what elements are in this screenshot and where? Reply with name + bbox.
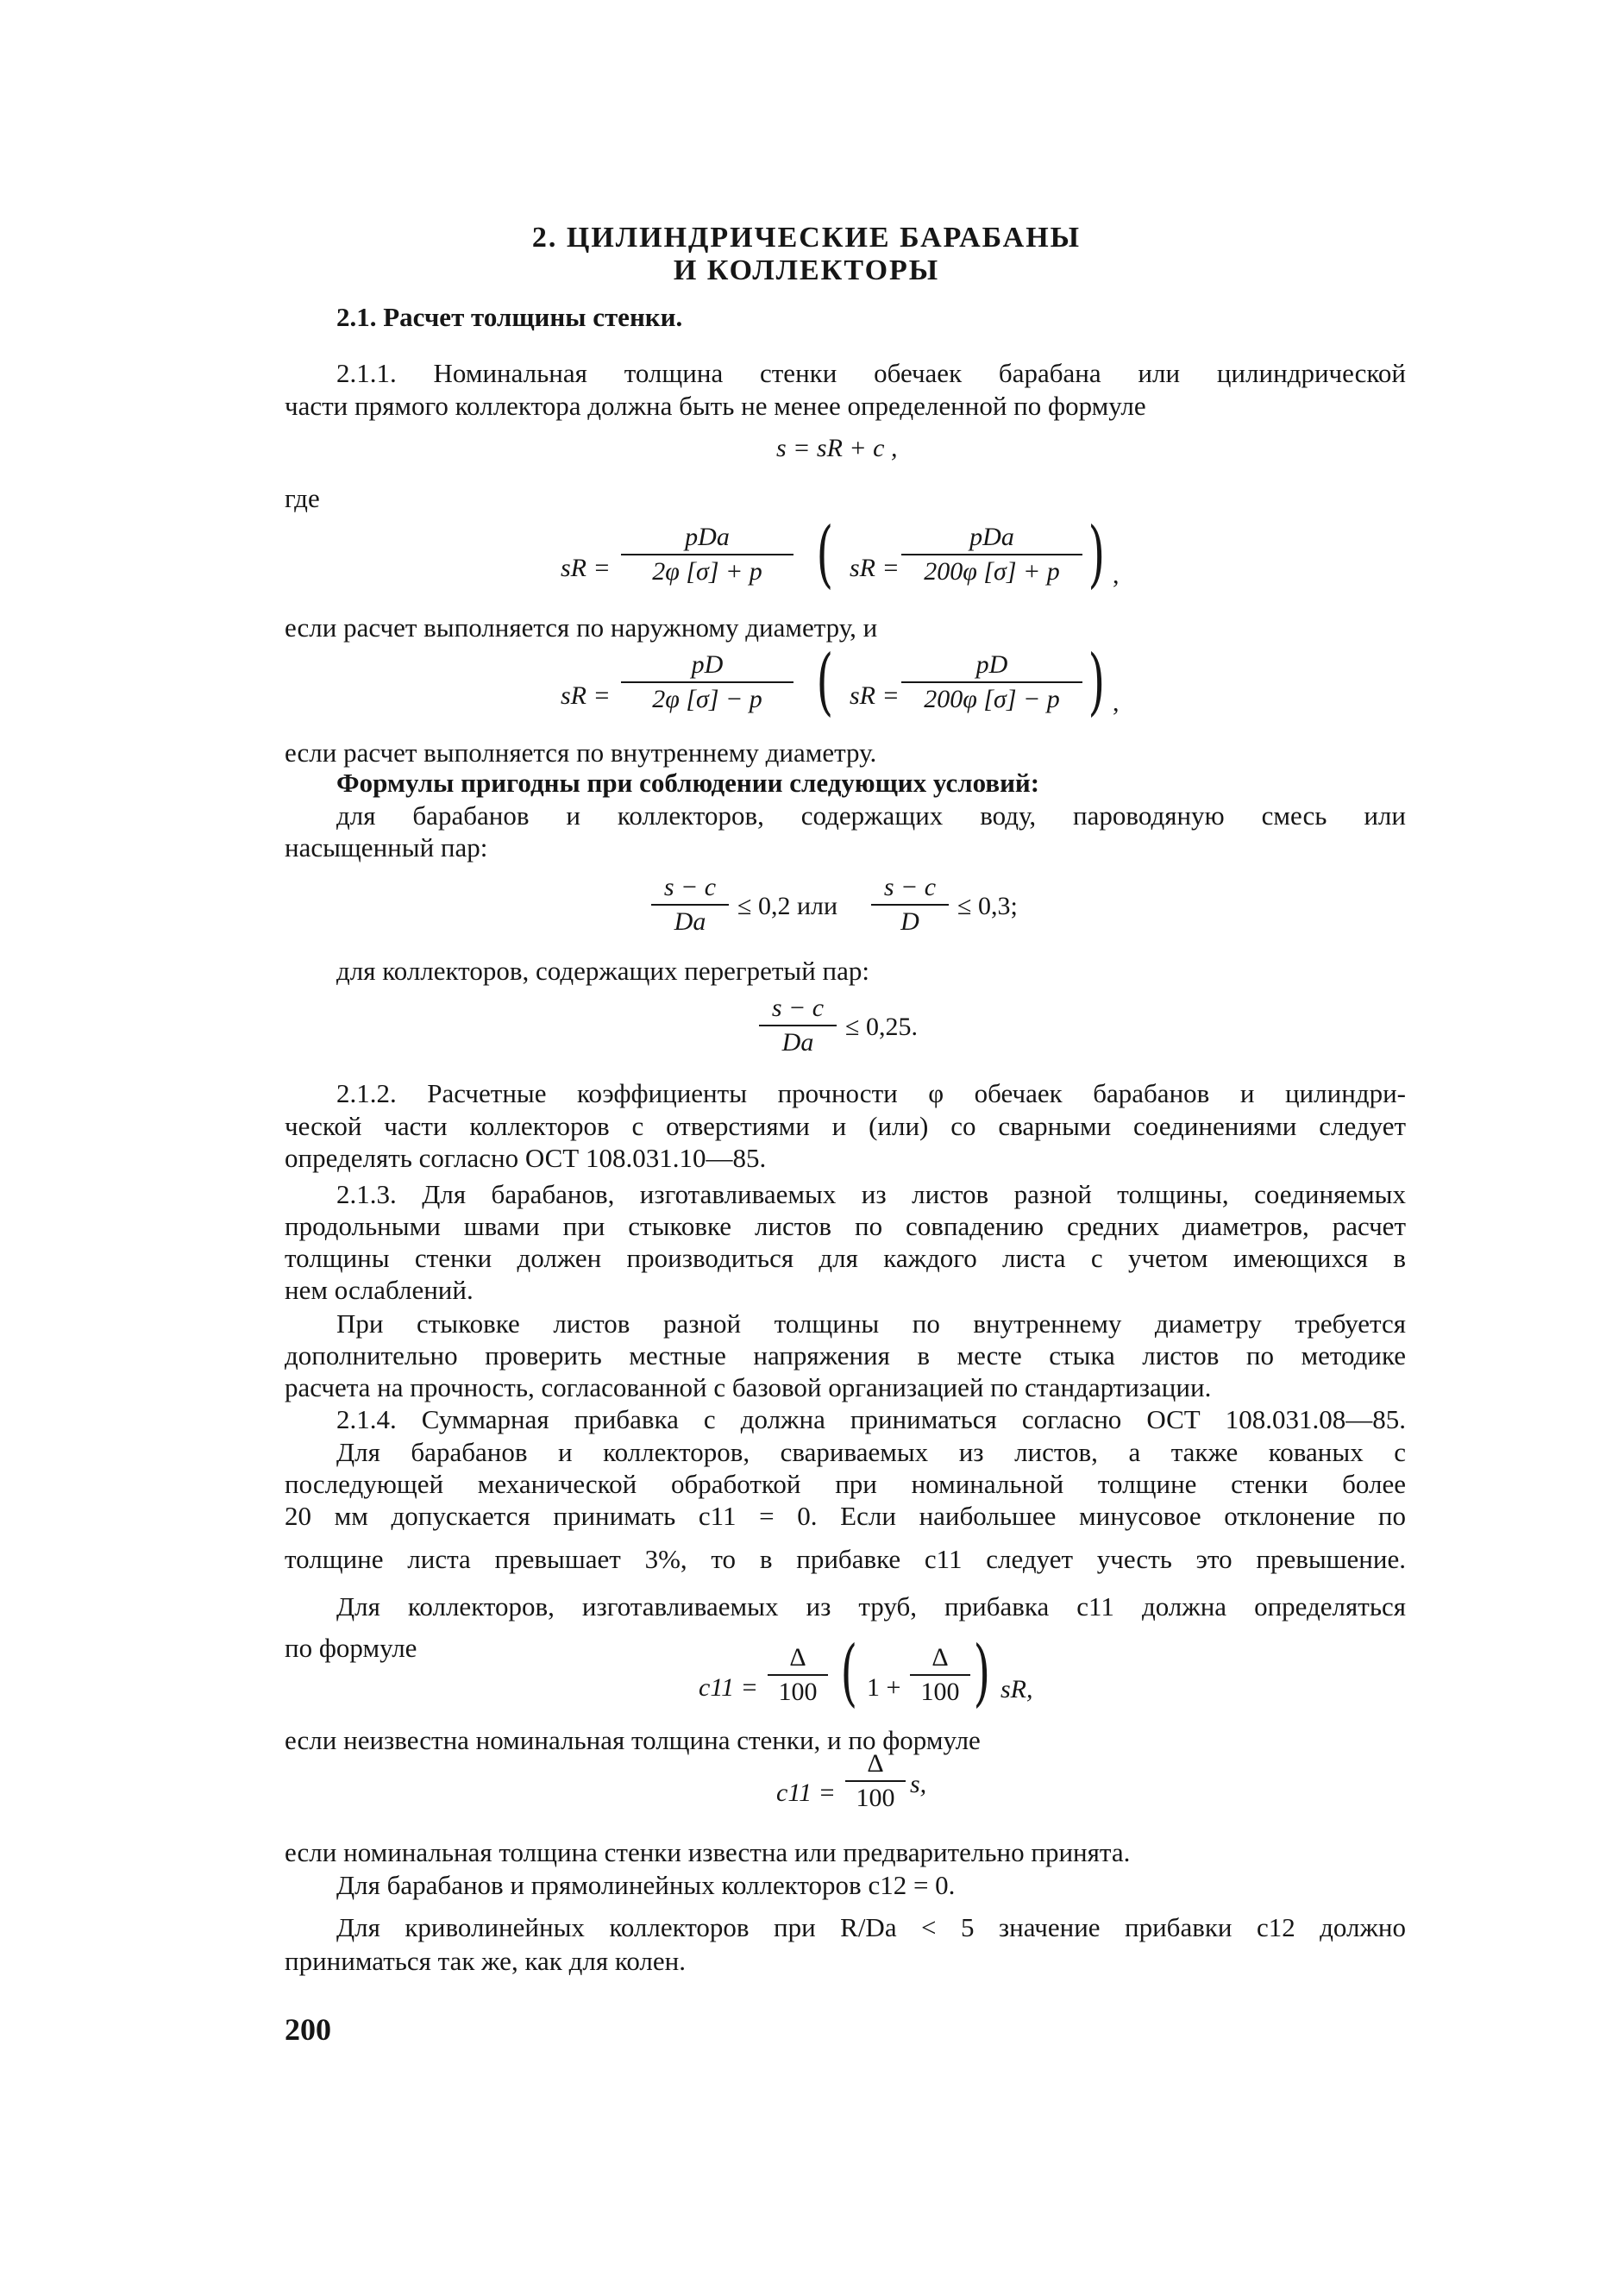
sr-inner-lhs: sR = bbox=[561, 681, 611, 710]
cond1-num2: s − c bbox=[871, 873, 949, 906]
sr-outer-fraction bbox=[621, 523, 793, 587]
known-note: если номинальная толщина стенки известна или предварительно принята. bbox=[285, 1837, 1131, 1867]
p214-line4: 20 мм допускается принимать c11 = 0. Если наибольшее минусовое отклонение по bbox=[285, 1501, 1406, 1531]
pipes-line2: по формуле bbox=[285, 1633, 417, 1663]
p213b-line3: расчета на прочность, согласованной с базовой организацией по стандартизации. bbox=[285, 1372, 1212, 1402]
c11-a-end: sR, bbox=[1000, 1675, 1033, 1703]
section-title-line1: 2. ЦИЛИНДРИЧЕСКИЕ БАРАБАНЫ bbox=[531, 222, 1082, 254]
page-number: 200 bbox=[285, 2012, 331, 2047]
straight-line: Для барабанов и прямолинейных коллекторов c12 = 0. bbox=[336, 1870, 956, 1900]
curved-line2: приниматься так же, как для колен. bbox=[285, 1946, 686, 1976]
right-paren: ) bbox=[973, 1630, 991, 1715]
cond1-fraction1 bbox=[651, 873, 729, 937]
sr-outer-alt-fraction bbox=[901, 523, 1082, 587]
p211-line2: части прямого коллектора должна быть не менее определенной по формуле bbox=[285, 391, 1146, 421]
c11-a-num2: Δ bbox=[910, 1643, 970, 1676]
sr-outer-alt-den: 200φ [σ] + p bbox=[924, 557, 1060, 586]
c11-a-num1: Δ bbox=[768, 1643, 828, 1676]
p214-line3: последующей механической обработкой при номинальной толщине стенки более bbox=[285, 1469, 1406, 1499]
c11-a-fraction2 bbox=[910, 1643, 970, 1707]
formula-main: s = sR + c , bbox=[776, 434, 898, 462]
inner-note: если расчет выполняется по внутреннему диаметру. bbox=[285, 737, 877, 768]
cond1-den1: Da bbox=[674, 907, 706, 936]
c11-b-den: 100 bbox=[856, 1784, 895, 1812]
left-paren: ( bbox=[816, 639, 834, 724]
p214-line1: 2.1.4. Суммарная прибавка с должна приниматься согласно ОСТ 108.031.08—85. bbox=[336, 1404, 1406, 1434]
section-title-line2: И КОЛЛЕКТОРЫ bbox=[673, 254, 940, 286]
right-paren: ) bbox=[1088, 511, 1106, 596]
c11-b-end: s, bbox=[910, 1770, 927, 1798]
cond2-end: ≤ 0,25. bbox=[845, 1013, 918, 1041]
pipes-line1: Для коллекторов, изготавливаемых из труб, прибавка c11 должна определяться bbox=[336, 1591, 1406, 1622]
where-label: где bbox=[285, 483, 320, 513]
c11-a-den2: 100 bbox=[920, 1678, 960, 1706]
superheated-line: для коллекторов, содержащих перегретый пар: bbox=[336, 956, 870, 986]
left-paren: ( bbox=[840, 1630, 858, 1715]
sr-inner-alt-lhs: sR = bbox=[850, 681, 900, 710]
sr-inner-alt-num: pD bbox=[901, 650, 1082, 683]
drums-line2: насыщенный пар: bbox=[285, 832, 488, 863]
p212-line2: ческой части коллекторов с отверстиями и (или) со сварными соединениями следует bbox=[285, 1111, 1406, 1141]
sr-outer-lhs: sR = bbox=[561, 554, 611, 582]
sr-outer-den: 2φ [σ] + p bbox=[652, 557, 762, 586]
cond2-num: s − c bbox=[759, 994, 837, 1026]
unknown-note: если неизвестна номинальная толщина стенки, и по формуле bbox=[285, 1725, 981, 1755]
outer-note: если расчет выполняется по наружному диаметру, и bbox=[285, 612, 878, 643]
p213-line4: нем ослаблений. bbox=[285, 1275, 474, 1305]
p212-line1: 2.1.2. Расчетные коэффициенты прочности φ обечаек барабанов и цилиндри- bbox=[336, 1078, 1406, 1108]
cond1-fraction2 bbox=[871, 873, 949, 937]
c11-a-den1: 100 bbox=[778, 1678, 818, 1706]
valid-line: Формулы пригодны при соблюдении следующих условий: bbox=[336, 768, 1040, 798]
sr-outer-alt-num: pDa bbox=[901, 523, 1082, 555]
cond1-num1: s − c bbox=[651, 873, 729, 906]
comma: , bbox=[1113, 688, 1120, 717]
sr-inner-fraction bbox=[621, 650, 793, 714]
sr-inner-den: 2φ [σ] − p bbox=[652, 685, 762, 713]
p213-line3: толщины стенки должен производиться для каждого листа с учетом имеющихся в bbox=[285, 1243, 1406, 1273]
c11-a-one: 1 + bbox=[867, 1673, 901, 1702]
sr-inner-num: pD bbox=[621, 650, 793, 683]
left-paren: ( bbox=[816, 511, 834, 596]
cond1-mid: ≤ 0,2 или bbox=[737, 892, 838, 920]
cond1-den2: D bbox=[900, 907, 919, 936]
comma: , bbox=[1113, 561, 1120, 589]
c11-b-lhs: c11 = bbox=[776, 1778, 836, 1807]
p213b-line1: При стыковке листов разной толщины по внутреннему диаметру требуется bbox=[336, 1308, 1406, 1339]
curved-line1: Для криволинейных коллекторов при R/Da < 5 значение прибавки c12 должно bbox=[336, 1912, 1406, 1942]
p214-line5: толщине листа превышает 3%, то в прибавке c11 следует учесть это превышение. bbox=[285, 1544, 1406, 1574]
p212-line3: определять согласно ОСТ 108.031.10—85. bbox=[285, 1143, 767, 1173]
p211-line1: 2.1.1. Номинальная толщина стенки обечаек барабана или цилиндрической bbox=[336, 358, 1406, 388]
sr-outer-num: pDa bbox=[621, 523, 793, 555]
right-paren: ) bbox=[1088, 639, 1106, 724]
subsection-title: 2.1. Расчет толщины стенки. bbox=[336, 302, 683, 332]
drums-line1: для барабанов и коллекторов, содержащих воду, пароводяную смесь или bbox=[336, 800, 1406, 831]
c11-a-fraction1 bbox=[768, 1643, 828, 1707]
cond2-fraction bbox=[759, 994, 837, 1057]
p213b-line2: дополнительно проверить местные напряжения в месте стыка листов по методике bbox=[285, 1340, 1406, 1371]
sr-inner-alt-den: 200φ [σ] − p bbox=[924, 685, 1060, 713]
c11-a-lhs: c11 = bbox=[699, 1673, 758, 1702]
cond2-den: Da bbox=[781, 1028, 814, 1057]
sr-inner-alt-fraction bbox=[901, 650, 1082, 714]
c11-b-fraction bbox=[845, 1749, 906, 1813]
p214-line2: Для барабанов и коллекторов, свариваемых из листов, а также кованых с bbox=[336, 1437, 1406, 1467]
p213-line2: продольными швами при стыковке листов по совпадению средних диаметров, расчет bbox=[285, 1211, 1406, 1241]
p213-line1: 2.1.3. Для барабанов, изготавливаемых из листов разной толщины, соединяемых bbox=[336, 1179, 1406, 1209]
sr-outer-alt-lhs: sR = bbox=[850, 554, 900, 582]
cond1-end: ≤ 0,3; bbox=[957, 892, 1018, 920]
c11-b-num: Δ bbox=[845, 1749, 906, 1782]
